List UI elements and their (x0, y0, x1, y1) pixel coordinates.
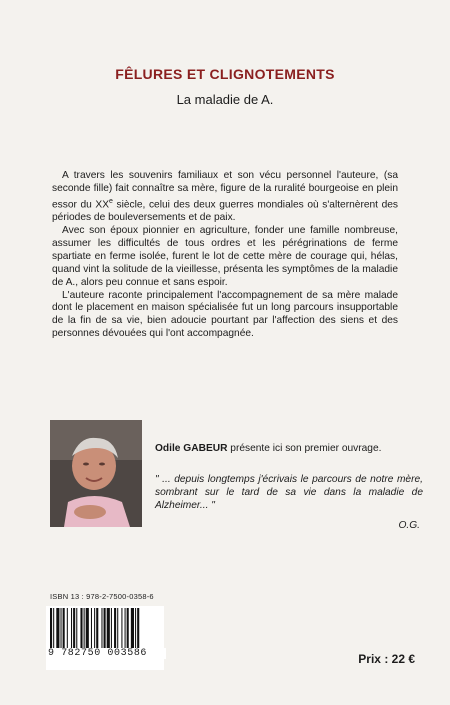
barcode-bar (131, 608, 134, 648)
barcode-bar (76, 608, 77, 648)
barcode-bar (117, 608, 118, 648)
book-subtitle: La maladie de A. (176, 92, 274, 107)
price-label: Prix : 22 € (358, 652, 415, 666)
book-title: FÊLURES ET CLIGNOTEMENTS (115, 66, 335, 82)
author-portrait-image (50, 420, 142, 527)
barcode-bar (67, 608, 68, 648)
barcode-bar (101, 608, 102, 648)
synopsis-paragraph-1: A travers les souvenirs familiaux et son vécu personnel l'auteure, (sa seconde fille) fait connaître sa mère, figure de la ruralité bourgeoise en plein essor du XXe siècle, celui des deux guerres mondiales où s'alternèrent des périodes de bouleversements et de paix. (52, 170, 399, 224)
synopsis (52, 170, 398, 341)
barcode-bar (114, 608, 116, 648)
author-name: Odile GABEUR (155, 443, 228, 454)
barcode-bar (80, 608, 82, 648)
author-initials: O.G. (398, 520, 420, 531)
synopsis-paragraph-2: Avec son époux pionnier en agriculture, fonder une famille nombreuse, assumer les difficultés de tous ordres et les pérégrinations de ferme spartiate en ferme isolée, furent le lot de cette mère de courage qui, hélas, quand vint la solitude de la vieillesse, présenta les symptômes de la maladie de A., alors peu connue et sans espoir. (52, 225, 398, 288)
barcode-bar (111, 608, 112, 648)
barcode-number: 9 782750 003586 (46, 648, 166, 659)
barcode-bar (137, 608, 139, 648)
author-photo (50, 420, 142, 527)
barcode-bar (71, 608, 72, 648)
author-introduction: Odile GABEUR présente ici son premier ouvrage. (155, 443, 382, 454)
barcode-bar (53, 608, 54, 648)
barcode-bar (84, 608, 85, 648)
barcode-bar (73, 608, 75, 648)
barcode-bar (50, 608, 52, 648)
barcode-bar (63, 608, 65, 648)
barcode-bar (61, 608, 62, 648)
synopsis-paragraph-3: L'auteure raconte principalement l'accompagnement de sa mère malade dont le placement en maison spécialisée fut un long parcours insupportable de la fin de sa vie, bien adoucie pourtant par l'affection des siens et des personnes dévouées qui l'ont accompagnée. (52, 289, 398, 340)
author-quote: " ... depuis longtemps j'écrivais le parcours de notre mère, sombrant sur le tard de sa vie dans la maladie de Alzheimer... " (155, 474, 423, 511)
barcode (46, 606, 164, 670)
barcode-bar (121, 608, 122, 648)
isbn-label: ISBN 13 : 978-2-7500-0358-6 (50, 592, 154, 601)
barcode-bar (107, 608, 110, 648)
barcode-bar (96, 608, 98, 648)
barcode-bar (135, 608, 136, 648)
barcode-bar (104, 608, 106, 648)
barcode-bar (56, 608, 59, 648)
barcode-bar (125, 608, 126, 648)
barcode-bar (127, 608, 129, 648)
barcode-bar (91, 608, 92, 648)
barcode-bar (94, 608, 95, 648)
barcode-bars (46, 606, 164, 650)
barcode-bar (86, 608, 89, 648)
